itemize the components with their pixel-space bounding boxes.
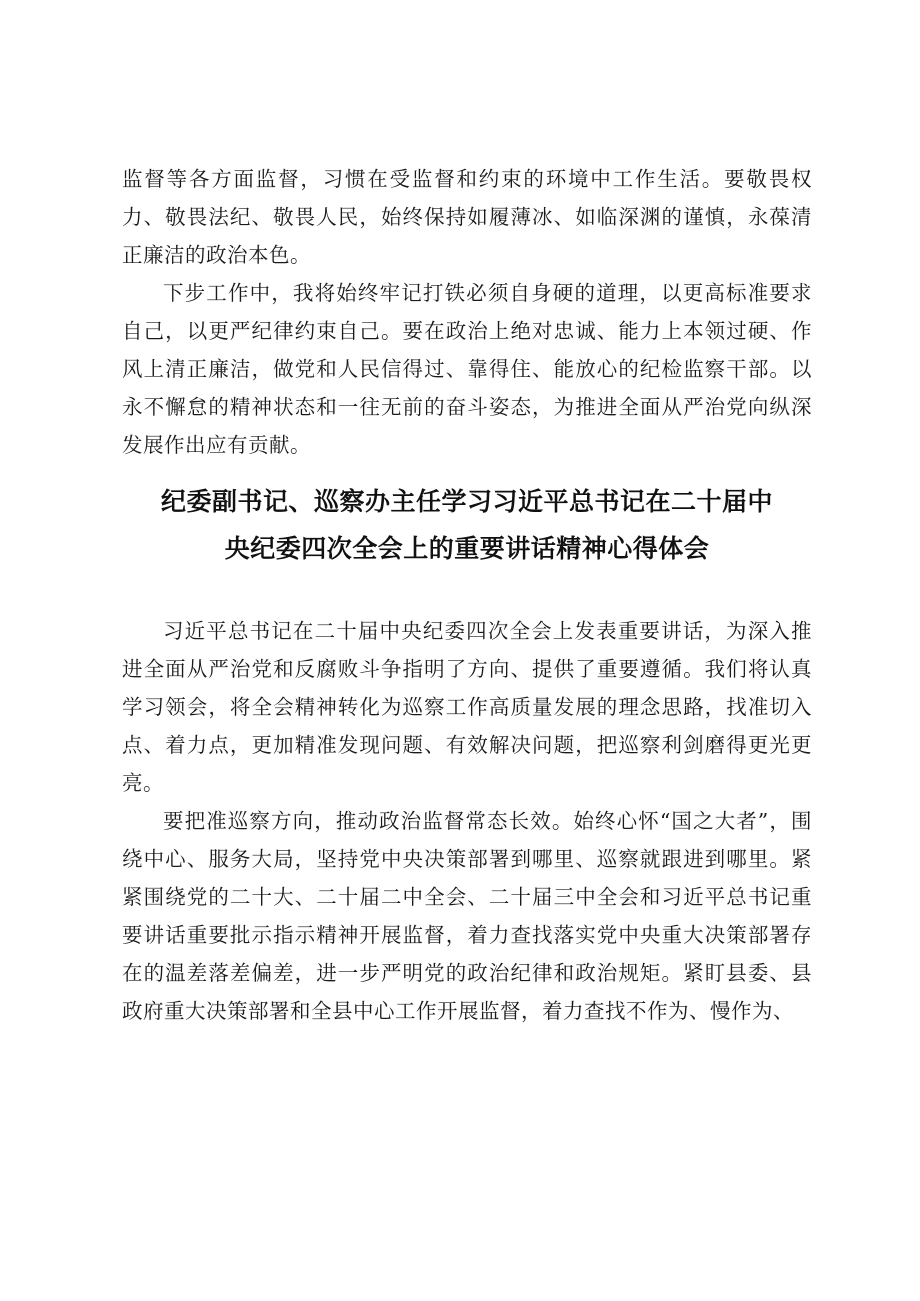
article-title-line-1: 纪委副书记、巡察办主任学习习近平总书记在二十届中 xyxy=(160,487,773,516)
article-title-line-2: 央纪委四次全会上的重要讲话精神心得体会 xyxy=(224,534,710,563)
article-title xyxy=(122,478,812,572)
title-spacer xyxy=(122,572,812,612)
paragraph-continuation: 监督等各方面监督，习惯在受监督和约束的环境中工作生活。要敬畏权力、敬畏法纪、敬畏人民，始终保持如履薄冰、如临深渊的谨慎，永葆清正廉洁的政治本色。 xyxy=(122,167,812,267)
paragraph-next-steps: 下步工作中，我将始终牢记打铁必须自身硬的道理，以更高标准要求自己，以更严纪律约束自己。要在政治上绝对忠诚、能力上本领过硬、作风上清正廉洁，做党和人民信得过、靠得住、能放心的纪检监察干部。以永不懈怠的精神状态和一往无前的奋斗姿态，为推进全面从严治党向纵深发展作出应有贡献。 xyxy=(122,281,812,457)
paragraph-direction: 要把准巡察方向，推动政治监督常态长效。始终心怀“国之大者”，围绕中心、服务大局，坚持党中央决策部署到哪里、巡察就跟进到哪里。紧紧围绕党的二十大、二十届二中全会、二十届三中全会和习近平总书记重要讲话重要批示指示精神开展监督，着力查找落实党中央重大决策部署存在的温差落差偏差，进一步严明党的政治纪律和政治规矩。紧盯县委、县政府重大决策部署和全县中心工作开展监督，着力查找不作为、慢作为、 xyxy=(122,809,812,1023)
paragraph-intro: 习近平总书记在二十届中央纪委四次全会上发表重要讲话，为深入推进全面从严治党和反腐败斗争指明了方向、提供了重要遵循。我们将认真学习领会，将全会精神转化为巡察工作高质量发展的理念思路，找准切入点、着力点，更加精准发现问题、有效解决问题，把巡察利剑磨得更光更亮。 xyxy=(122,619,812,795)
document-body xyxy=(122,160,812,1030)
